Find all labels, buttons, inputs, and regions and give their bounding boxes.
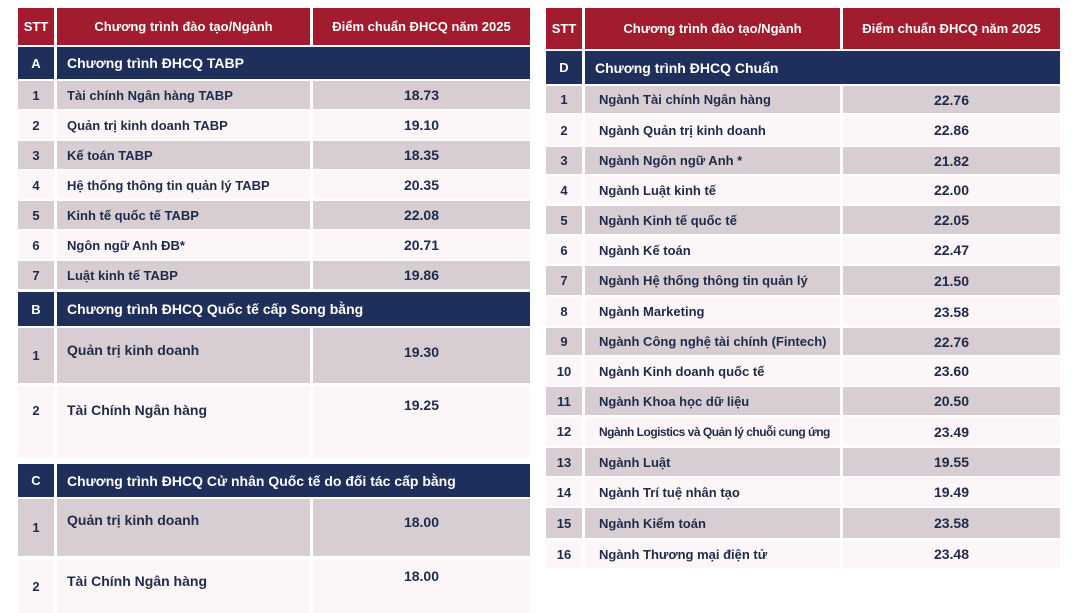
row-name: Tài Chính Ngân hàng [57,386,310,458]
header-stt: STT [18,8,54,45]
row-score: 21.82 [843,147,1060,174]
row-stt: 8 [546,297,582,326]
row-stt: 7 [546,266,582,295]
row-score: 20.35 [313,171,530,199]
row-stt: 3 [546,147,582,174]
row-score: 18.00 [313,559,530,613]
row-stt: 3 [18,141,54,169]
section-d-code: D [546,51,582,84]
row-score: 22.86 [843,115,1060,145]
row-name: Kinh tế quốc tế TABP [57,201,310,229]
row-score: 19.25 [313,386,530,458]
row-score: 19.49 [843,478,1060,506]
row-stt: 1 [18,328,54,383]
row-name: Ngành Logistics và Quản lý chuỗi cung ứng [585,417,840,446]
row-name: Kế toán TABP [57,141,310,169]
row-name: Quản trị kinh doanh TABP [57,111,310,139]
row-name: Quản trị kinh doanh [57,328,310,383]
row-name: Quản trị kinh doanh [57,499,310,556]
section-b-code: B [18,292,54,326]
row-stt: 1 [546,86,582,113]
row-score: 23.60 [843,357,1060,385]
row-name: Ngành Ngôn ngữ Anh * [585,147,840,174]
row-name: Ngành Kinh doanh quốc tế [585,357,840,385]
row-stt: 2 [18,111,54,139]
row-score: 21.50 [843,266,1060,295]
row-stt: 15 [546,508,582,538]
row-name: Ngôn ngữ Anh ĐB* [57,231,310,259]
row-score: 22.76 [843,86,1060,113]
row-score: 22.47 [843,236,1060,264]
row-score: 23.48 [843,540,1060,568]
row-score: 18.73 [313,81,530,109]
row-name: Ngành Thương mại điện tử [585,540,840,568]
section-b-title: Chương trình ĐHCQ Quốc tế cấp Song bằng [57,292,530,326]
row-name: Ngành Công nghệ tài chính (Fintech) [585,328,840,355]
header-stt: STT [546,8,582,49]
row-stt: 7 [18,261,54,289]
section-a-code: A [18,47,54,79]
row-score: 23.49 [843,417,1060,446]
row-stt: 6 [546,236,582,264]
row-score: 23.58 [843,508,1060,538]
row-stt: 10 [546,357,582,385]
section-c-title: Chương trình ĐHCQ Cử nhân Quốc tế do đối tác cấp bằng [57,464,530,497]
row-stt: 4 [18,171,54,199]
header-score: Điểm chuẩn ĐHCQ năm 2025 [313,8,530,45]
row-name: Ngành Kế toán [585,236,840,264]
header-program: Chương trình đào tạo/Ngành [57,8,310,45]
row-score: 19.30 [313,328,530,383]
row-name: Ngành Hệ thống thông tin quản lý [585,266,840,295]
row-stt: 5 [546,206,582,234]
row-name: Ngành Tài chính Ngân hàng [585,86,840,113]
row-stt: 4 [546,176,582,204]
row-stt: 14 [546,478,582,506]
row-stt: 5 [18,201,54,229]
row-score: 19.10 [313,111,530,139]
row-name: Ngành Marketing [585,297,840,326]
row-stt: 16 [546,540,582,568]
row-name: Ngành Khoa học dữ liệu [585,387,840,415]
row-name: Hệ thống thông tin quản lý TABP [57,171,310,199]
row-stt: 11 [546,387,582,415]
row-score: 18.35 [313,141,530,169]
row-stt: 2 [546,115,582,145]
row-name: Tài chính Ngân hàng TABP [57,81,310,109]
row-stt: 9 [546,328,582,355]
row-stt: 2 [18,386,54,458]
row-stt: 2 [18,559,54,613]
row-score: 19.86 [313,261,530,289]
row-name: Tài Chính Ngân hàng [57,559,310,613]
row-name: Luật kinh tế TABP [57,261,310,289]
section-a-title: Chương trình ĐHCQ TABP [57,47,530,79]
row-score: 20.71 [313,231,530,259]
row-name: Ngành Luật [585,448,840,476]
row-score: 22.00 [843,176,1060,204]
row-score: 22.05 [843,206,1060,234]
row-score: 23.58 [843,297,1060,326]
section-c-code: C [18,464,54,497]
row-score: 20.50 [843,387,1060,415]
row-name: Ngành Luật kinh tế [585,176,840,204]
row-stt: 1 [18,81,54,109]
section-d-title: Chương trình ĐHCQ Chuẩn [585,51,1060,84]
row-name: Ngành Trí tuệ nhân tạo [585,478,840,506]
header-score: Điểm chuẩn ĐHCQ năm 2025 [843,8,1060,49]
row-name: Ngành Kiểm toán [585,508,840,538]
row-stt: 13 [546,448,582,476]
row-stt: 12 [546,417,582,446]
row-score: 19.55 [843,448,1060,476]
row-name: Ngành Kinh tế quốc tế [585,206,840,234]
row-score: 22.76 [843,328,1060,355]
row-name: Ngành Quản trị kinh doanh [585,115,840,145]
header-program: Chương trình đào tạo/Ngành [585,8,840,49]
row-stt: 6 [18,231,54,259]
row-score: 18.00 [313,499,530,556]
row-stt: 1 [18,499,54,556]
row-score: 22.08 [313,201,530,229]
